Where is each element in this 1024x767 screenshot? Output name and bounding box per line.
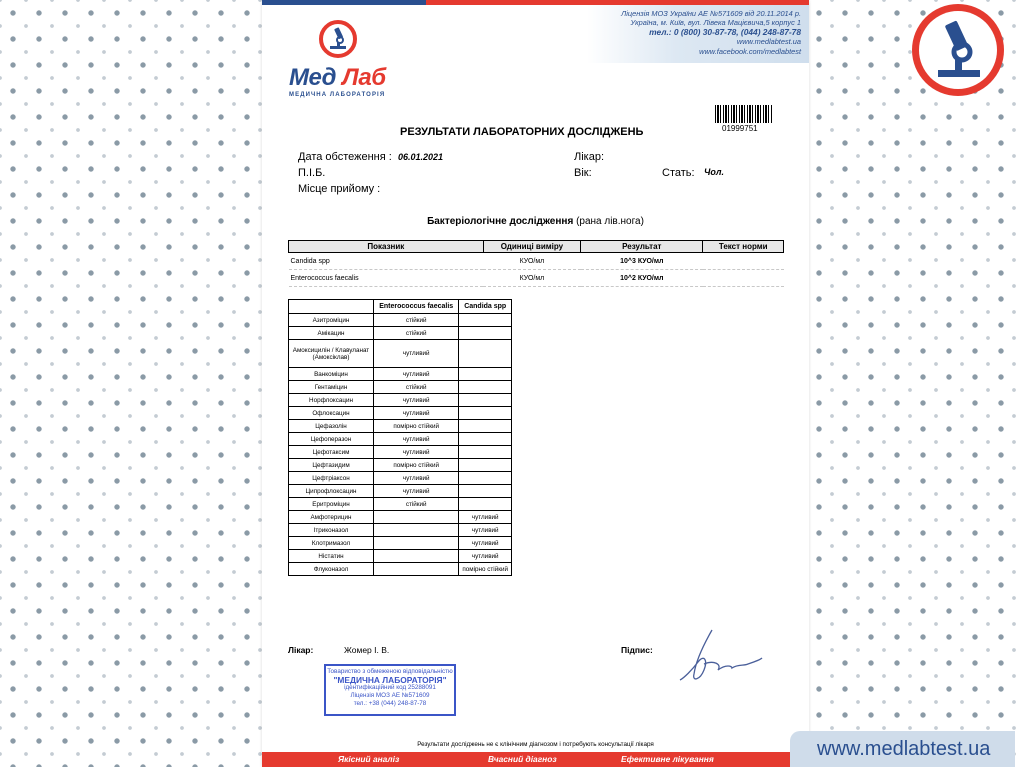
table-row: [289, 340, 512, 368]
table-row: [289, 381, 512, 394]
enterococcus-sensitivity: стійкий: [374, 327, 459, 340]
candida-sensitivity: [459, 433, 512, 446]
signature-label: Підпис:: [621, 645, 653, 655]
unit-cell: КУО/мл: [483, 253, 580, 270]
result-cell: 10^2 КУО/мл: [581, 270, 703, 287]
results-header-row: [289, 241, 784, 253]
antibiotic-name: Ципрофлоксацин: [289, 485, 374, 498]
license-text: Ліцензія МОЗ України АЕ №571609 від 20.11.2014 р.: [621, 9, 801, 18]
candida-sensitivity: [459, 394, 512, 407]
signoff-doctor-label: Лікар:: [288, 645, 314, 655]
table-row: [289, 537, 512, 550]
enterococcus-sensitivity: [374, 524, 459, 537]
results-table: [288, 240, 784, 287]
enterococcus-sensitivity: чутливий: [374, 472, 459, 485]
enterococcus-sensitivity: [374, 563, 459, 576]
norm-cell: [703, 253, 784, 270]
report-title: РЕЗУЛЬТАТИ ЛАБОРАТОРНИХ ДОСЛІДЖЕНЬ: [400, 126, 644, 138]
candida-sensitivity: [459, 420, 512, 433]
candida-sensitivity: [459, 459, 512, 472]
antibiotic-name: Цефотаксим: [289, 446, 374, 459]
enterococcus-sensitivity: помірно стійкий: [374, 459, 459, 472]
enterococcus-sensitivity: стійкий: [374, 381, 459, 394]
enterococcus-sensitivity: чутливий: [374, 407, 459, 420]
table-row: [289, 524, 512, 537]
table-row: [289, 270, 784, 287]
candida-sensitivity: [459, 314, 512, 327]
lab-report-page: [262, 0, 809, 767]
antibiotic-name: Цефоперазон: [289, 433, 374, 446]
table-row: [289, 433, 512, 446]
table-row: [289, 511, 512, 524]
stamp-line: "МЕДИЧНА ЛАБОРАТОРІЯ": [333, 675, 447, 685]
table-row: [289, 563, 512, 576]
site-link-box[interactable]: [790, 731, 1015, 767]
enterococcus-sensitivity: [374, 511, 459, 524]
candida-sensitivity: [459, 368, 512, 381]
enterococcus-sensitivity: чутливий: [374, 446, 459, 459]
antibiotic-name: Ітриконазол: [289, 524, 374, 537]
table-row: [289, 407, 512, 420]
antibiotic-name: Офлоксацин: [289, 407, 374, 420]
antibiotic-name: Гентаміцин: [289, 381, 374, 394]
antibiotic-name: Норфлоксацин: [289, 394, 374, 407]
table-row: [289, 327, 512, 340]
enterococcus-sensitivity: [374, 550, 459, 563]
place-label: Місце прийому :: [298, 183, 381, 195]
lab-stamp: [324, 664, 456, 716]
enterococcus-sensitivity: стійкий: [374, 498, 459, 511]
table-row: [289, 550, 512, 563]
site-link[interactable]: www.medlabtest.ua: [817, 738, 991, 760]
barcode-number: 01999751: [722, 124, 758, 133]
candida-sensitivity: [459, 446, 512, 459]
section-title: [262, 216, 809, 227]
antibiotic-name: Ванкоміцин: [289, 368, 374, 381]
slogan-treatment: Ефективне лікування: [621, 754, 714, 764]
enterococcus-sensitivity: [374, 537, 459, 550]
age-label: Вік:: [574, 167, 592, 179]
table-row: [289, 420, 512, 433]
results-header-cell: Текст норми: [703, 241, 784, 253]
table-row: [289, 472, 512, 485]
antibiotic-name: Азитроміцин: [289, 314, 374, 327]
barcode: [715, 105, 773, 123]
microscope-icon: [319, 20, 357, 58]
candida-sensitivity: чутливий: [459, 524, 512, 537]
sex-value: Чол.: [704, 167, 724, 177]
lab-contact-info: [621, 9, 801, 56]
candida-sensitivity: помірно стійкий: [459, 563, 512, 576]
microscope-icon: [912, 4, 1004, 96]
disclaimer-text: Результати досліджень не є клінічним діагнозом і потребують консультації лікаря: [417, 741, 654, 748]
exam-date-value: 06.01.2021: [398, 152, 444, 162]
antibiogram-header-cell: [289, 300, 374, 314]
candida-sensitivity: чутливий: [459, 550, 512, 563]
antibiotic-name: Флуконазол: [289, 563, 374, 576]
antibiotic-name: Амфотерицин: [289, 511, 374, 524]
table-row: [289, 368, 512, 381]
indicator-cell: Candida spp: [289, 253, 484, 270]
enterococcus-sensitivity: чутливий: [374, 394, 459, 407]
logo-accent-word: Лаб: [342, 64, 386, 91]
address-text: Україна, м. Київ, вул. Лівека Мацієвича,5 корпус 1: [630, 18, 801, 28]
phone-text: тел.: 0 (800) 30-87-78, (044) 248-87-78: [649, 26, 801, 37]
signoff-doctor-name: Жомер І. В.: [344, 645, 390, 655]
table-row: [289, 394, 512, 407]
antibiotic-name: Амікацин: [289, 327, 374, 340]
stamp-line: ідентифікаційний код 25288091: [344, 684, 436, 691]
antibiotic-name: Цефазолін: [289, 420, 374, 433]
lab-logo: [289, 64, 386, 92]
candida-sensitivity: [459, 340, 512, 368]
table-row: [289, 459, 512, 472]
antibiotic-name: Цефтазидим: [289, 459, 374, 472]
enterococcus-sensitivity: чутливий: [374, 340, 459, 368]
antibiotic-name: Цефтріаксон: [289, 472, 374, 485]
stamp-line: тел.: +38 (044) 248-87-78: [353, 700, 427, 707]
antibiogram-header-cell: Enterococcus faecalis: [374, 300, 459, 314]
table-row: [289, 485, 512, 498]
footer-band: [262, 752, 809, 767]
enterococcus-sensitivity: помірно стійкий: [374, 420, 459, 433]
candida-sensitivity: [459, 407, 512, 420]
logo-main-word: Мед: [289, 64, 336, 91]
antibiogram-header-cell: Candida spp: [459, 300, 512, 314]
website-text: www.medlabtest.ua: [736, 37, 801, 47]
table-row: [289, 446, 512, 459]
candida-sensitivity: [459, 381, 512, 394]
results-header-cell: Одиниці виміру: [483, 241, 580, 253]
stamp-line: Ліцензія МОЗ АЕ №571609: [350, 692, 430, 699]
signature-image: [674, 624, 764, 688]
candida-sensitivity: [459, 327, 512, 340]
enterococcus-sensitivity: стійкий: [374, 314, 459, 327]
facebook-text: www.facebook.com/medlabtest: [699, 46, 801, 56]
exam-date-label: Дата обстеження :: [298, 151, 392, 163]
table-row: [289, 253, 784, 270]
candida-sensitivity: [459, 472, 512, 485]
sex-label: Стать:: [662, 167, 695, 179]
antibiotic-name: Еритроміцин: [289, 498, 374, 511]
slogan-quality: Якісний аналіз: [338, 754, 400, 764]
table-row: [289, 498, 512, 511]
enterococcus-sensitivity: чутливий: [374, 368, 459, 381]
indicator-cell: Enterococcus faecalis: [289, 270, 484, 287]
results-header-cell: Показник: [289, 241, 484, 253]
doctor-label: Лікар:: [574, 151, 605, 163]
candida-sensitivity: [459, 485, 512, 498]
section-name: Бактеріологічне дослідження: [427, 216, 574, 227]
antibiotic-name: Ністатин: [289, 550, 374, 563]
antibiotic-name: Амоксицилін / Клавуланат (Амоксіклав): [289, 340, 374, 368]
enterococcus-sensitivity: чутливий: [374, 433, 459, 446]
antibiogram-header-row: [289, 300, 512, 314]
results-header-cell: Результат: [581, 241, 703, 253]
antibiogram-table: [288, 299, 512, 576]
patient-name-label: П.І.Б.: [298, 167, 326, 179]
result-cell: 10^3 КУО/мл: [581, 253, 703, 270]
logo-subtitle: МЕДИЧНА ЛАБОРАТОРІЯ: [289, 92, 386, 98]
header-band: [587, 5, 809, 63]
stamp-line: Товариство з обмеженою відповідальністю: [327, 668, 453, 675]
candida-sensitivity: чутливий: [459, 511, 512, 524]
slogan-diagnosis: Вчасний діагноз: [488, 754, 557, 764]
candida-sensitivity: [459, 498, 512, 511]
section-note: (рана лів.нога): [576, 216, 644, 227]
antibiotic-name: Клотримазол: [289, 537, 374, 550]
enterococcus-sensitivity: чутливий: [374, 485, 459, 498]
candida-sensitivity: чутливий: [459, 537, 512, 550]
norm-cell: [703, 270, 784, 287]
table-row: [289, 314, 512, 327]
unit-cell: КУО/мл: [483, 270, 580, 287]
